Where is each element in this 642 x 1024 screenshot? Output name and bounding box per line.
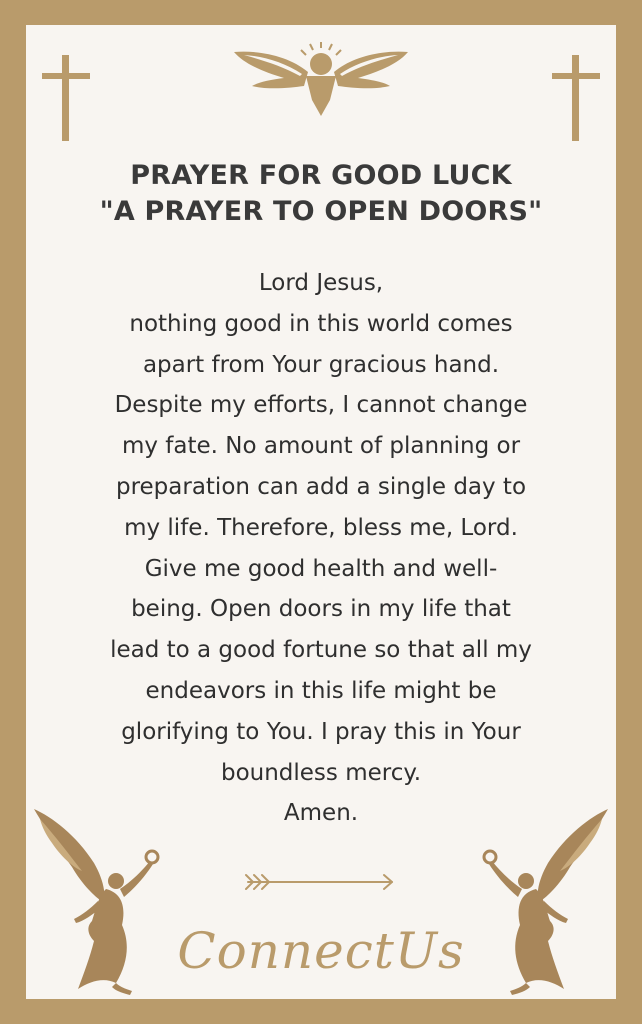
prayer-line: endeavors in this life might be [145,677,497,704]
prayer-line: boundless mercy. [220,759,422,786]
prayer-text [26,263,616,834]
page-title [26,158,616,230]
prayer-line: preparation can add a single day to [115,473,527,500]
prayer-line: Amen. [283,800,359,827]
title-line-1: PRAYER FOR GOOD LUCK [130,160,512,191]
cross-icon [552,55,600,141]
title-line-2: "A PRAYER TO OPEN DOORS" [99,196,543,227]
brand-logo: ConnectUs [177,922,465,980]
prayer-line: apart from Your gracious hand. [142,351,500,378]
cross-icon [42,55,90,141]
prayer-line: nothing good in this world comes [129,310,513,337]
prayer-line: my life. Therefore, bless me, Lord. [124,514,518,541]
prayer-line: Despite my efforts, I cannot change [114,392,528,419]
prayer-line: lead to a good fortune so that all my [110,637,532,664]
arrow-icon [244,873,396,891]
prayer-line: being. Open doors in my life that [131,596,511,623]
prayer-card [26,25,616,999]
prayer-line: Give me good health and well- [144,555,498,582]
winged-sun-icon [234,42,408,120]
prayer-line: my fate. No amount of planning or [121,433,521,460]
prayer-line: glorifying to You. I pray this in Your [121,718,521,745]
prayer-line: Lord Jesus, [258,270,384,296]
